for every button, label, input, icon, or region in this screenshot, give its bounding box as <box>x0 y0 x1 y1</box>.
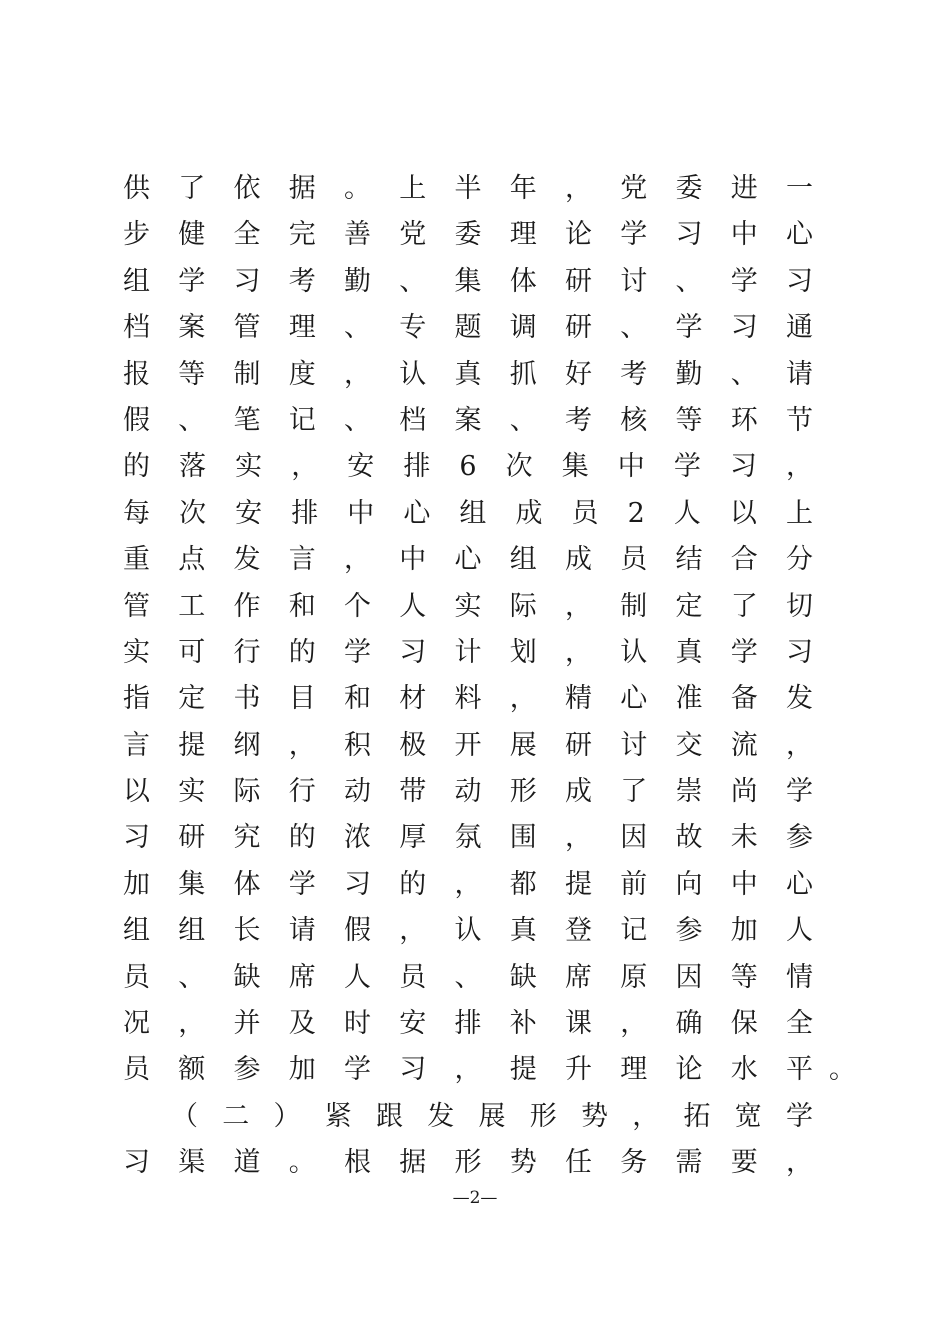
page-number: —2— <box>452 1188 498 1208</box>
body-text <box>123 166 856 1187</box>
text-line: 报等制度，认真抓好考勤、请 <box>123 358 813 390</box>
text-line: 员额参加学习，提升理论水平 <box>123 1054 813 1086</box>
text-line: 言提纲，积极开展研讨交流， <box>123 729 813 761</box>
text-line: 加集体学习的，都提前向中心 <box>123 868 813 900</box>
text-line: 以实际行动带动形成了崇尚学 <box>123 776 813 808</box>
text-line: 每次安排中心组成员2人以上 <box>123 497 813 529</box>
paragraph-end-line <box>123 1047 856 1093</box>
text-line: 组组长请假，认真登记参加人 <box>123 915 813 947</box>
period-mark: 。 <box>829 1054 856 1086</box>
text-line: 实可行的学习计划，认真学习 <box>123 636 813 668</box>
text-line: 况，并及时安排补课，确保全 <box>123 1008 813 1040</box>
text-line: 员、缺席人员、缺席原因等情 <box>123 961 813 993</box>
text-line: 指定书目和材料，精心准备发 <box>123 683 813 715</box>
text-line: 的落实，安排6次集中学习， <box>123 451 813 483</box>
text-line: 供了依据。上半年，党委进一 <box>123 173 813 204</box>
section-heading-line: （二）紧跟发展形势，拓宽学 <box>171 1100 813 1132</box>
text-line: 重点发言，中心组成员结合分 <box>123 544 813 576</box>
text-line: 习研究的浓厚氛围，因故未参 <box>123 822 813 854</box>
text-line: 习渠道。根据形势任务需要， <box>123 1147 813 1179</box>
text-line: 档案管理、专题调研、学习通 <box>123 312 813 344</box>
text-line: 步健全完善党委理论学习中心 <box>123 219 813 251</box>
text-line: 假、笔记、档案、考核等环节 <box>123 404 813 436</box>
text-line: 组学习考勤、集体研讨、学习 <box>123 265 813 297</box>
text-line: 管工作和个人实际，制定了切 <box>123 590 813 622</box>
